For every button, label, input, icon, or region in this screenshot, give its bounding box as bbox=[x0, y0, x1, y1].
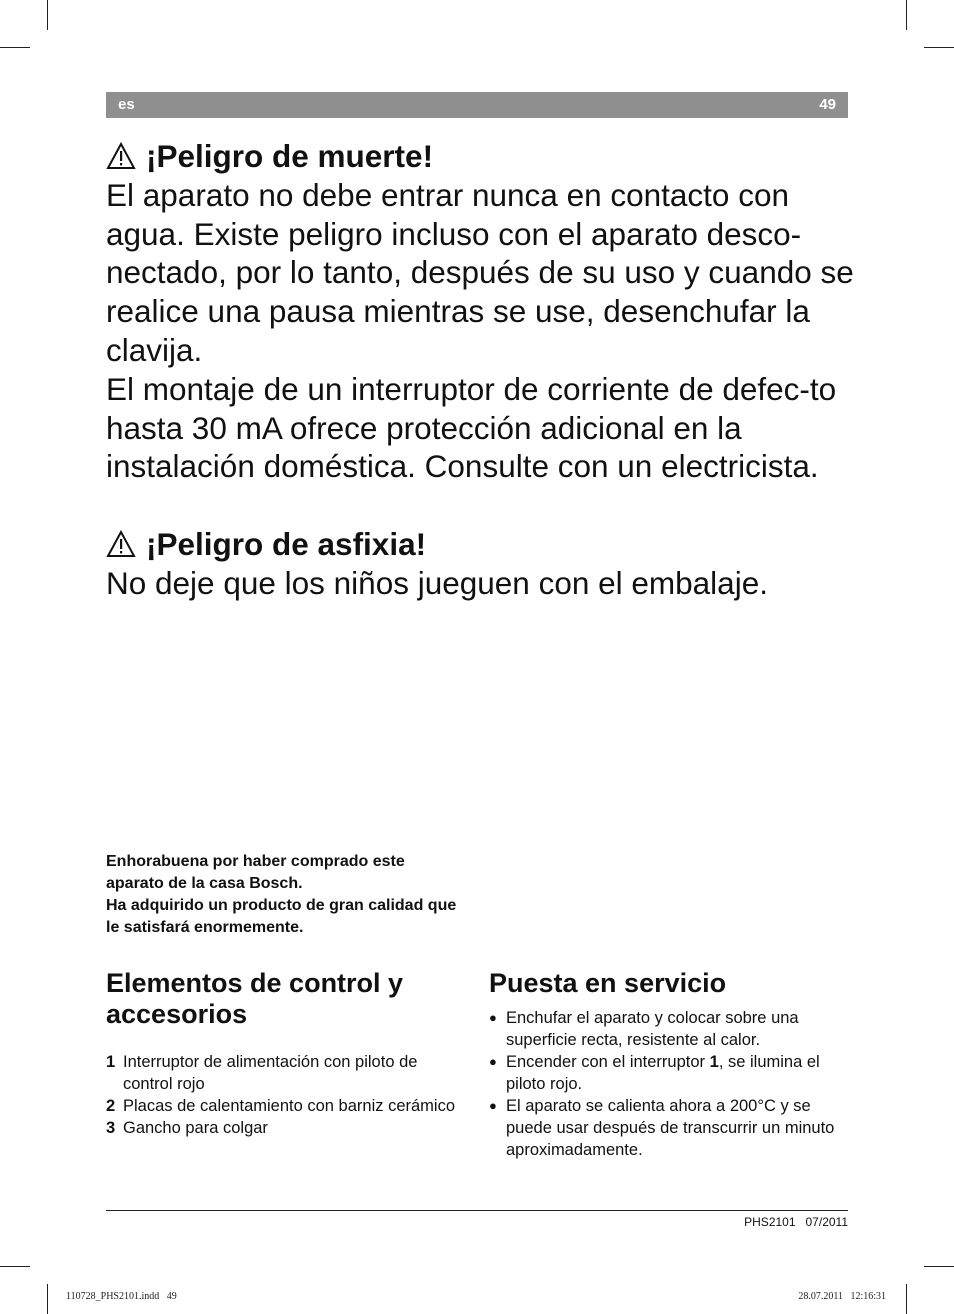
slug-timestamp: 28.07.2011 12:16:31 bbox=[798, 1291, 886, 1302]
page-number: 49 bbox=[819, 96, 836, 113]
language-code: es bbox=[118, 96, 135, 113]
item-number: 1 bbox=[106, 1053, 116, 1071]
warning-triangle-icon bbox=[106, 142, 136, 170]
crop-mark bbox=[906, 1284, 907, 1314]
step-text: Encender con el interruptor 1, se ilumina el piloto rojo. bbox=[506, 1053, 820, 1093]
step-text: Enchufar el aparato y colocar sobre una superficie recta, resistente al calor. bbox=[506, 1009, 799, 1049]
warning-text: El aparato no debe entrar nunca en contacto con agua. Existe peligro incluso con el aparato desco-nectado, por lo tanto, después de su uso y cuando se realice una pausa mientras se use, desenchufar la clavija. bbox=[106, 176, 854, 368]
setup-steps bbox=[489, 1007, 849, 1161]
crop-mark bbox=[906, 0, 907, 30]
crop-mark bbox=[924, 47, 954, 48]
warning-title: ¡Peligro de asfixia! bbox=[146, 526, 427, 562]
item-number: 3 bbox=[106, 1119, 116, 1137]
setup-heading: Puesta en servicio bbox=[489, 968, 727, 998]
header-bar bbox=[106, 92, 848, 118]
model-date: PHS2101 07/2011 bbox=[744, 1215, 848, 1229]
bullet-icon: ● bbox=[489, 1054, 497, 1069]
warning-text: El montaje de un interruptor de corriente de defec-to hasta 30 mA ofrece protección adicional en la instalación doméstica. Consulte con un electricista. bbox=[106, 370, 837, 485]
controls-heading: Elementos de control y accesorios bbox=[106, 968, 404, 1029]
footer-rule bbox=[106, 1210, 848, 1211]
list-item bbox=[489, 1051, 849, 1095]
list-item bbox=[106, 1051, 466, 1095]
warning-title: ¡Peligro de muerte! bbox=[146, 138, 434, 174]
intro-line: Enhorabuena por haber comprado este aparato de la casa Bosch. bbox=[106, 853, 405, 892]
slug-file: 110728_PHS2101.indd 49 bbox=[66, 1291, 177, 1302]
controls-list bbox=[106, 1051, 466, 1139]
item-text: Interruptor de alimentación con piloto de control rojo bbox=[123, 1053, 418, 1093]
crop-mark bbox=[924, 1266, 954, 1267]
item-number: 2 bbox=[106, 1097, 116, 1115]
bullet-icon: ● bbox=[489, 1010, 497, 1025]
warning-block-suffocation bbox=[106, 525, 866, 603]
crop-mark bbox=[47, 0, 48, 30]
crop-mark bbox=[0, 47, 30, 48]
intro-line: Ha adquirido un producto de gran calidad que le satisfará enormemente. bbox=[106, 897, 457, 936]
intro-text bbox=[106, 851, 466, 939]
crop-mark bbox=[47, 1284, 48, 1314]
step-text: El aparato se calienta ahora a 200°C y se puede usar después de transcurrir un minuto aproximadamente. bbox=[506, 1097, 835, 1159]
warning-triangle-icon bbox=[106, 530, 136, 558]
warning-block-electrocution bbox=[106, 137, 866, 486]
item-text: Gancho para colgar bbox=[123, 1119, 268, 1137]
list-item bbox=[106, 1117, 466, 1139]
bullet-icon: ● bbox=[489, 1098, 497, 1113]
crop-mark bbox=[0, 1266, 30, 1267]
item-text: Placas de calentamiento con barniz cerámico bbox=[123, 1097, 456, 1115]
warning-text: No deje que los niños jueguen con el embalaje. bbox=[106, 564, 768, 601]
list-item bbox=[489, 1007, 849, 1051]
list-item bbox=[489, 1095, 849, 1161]
list-item bbox=[106, 1095, 466, 1117]
